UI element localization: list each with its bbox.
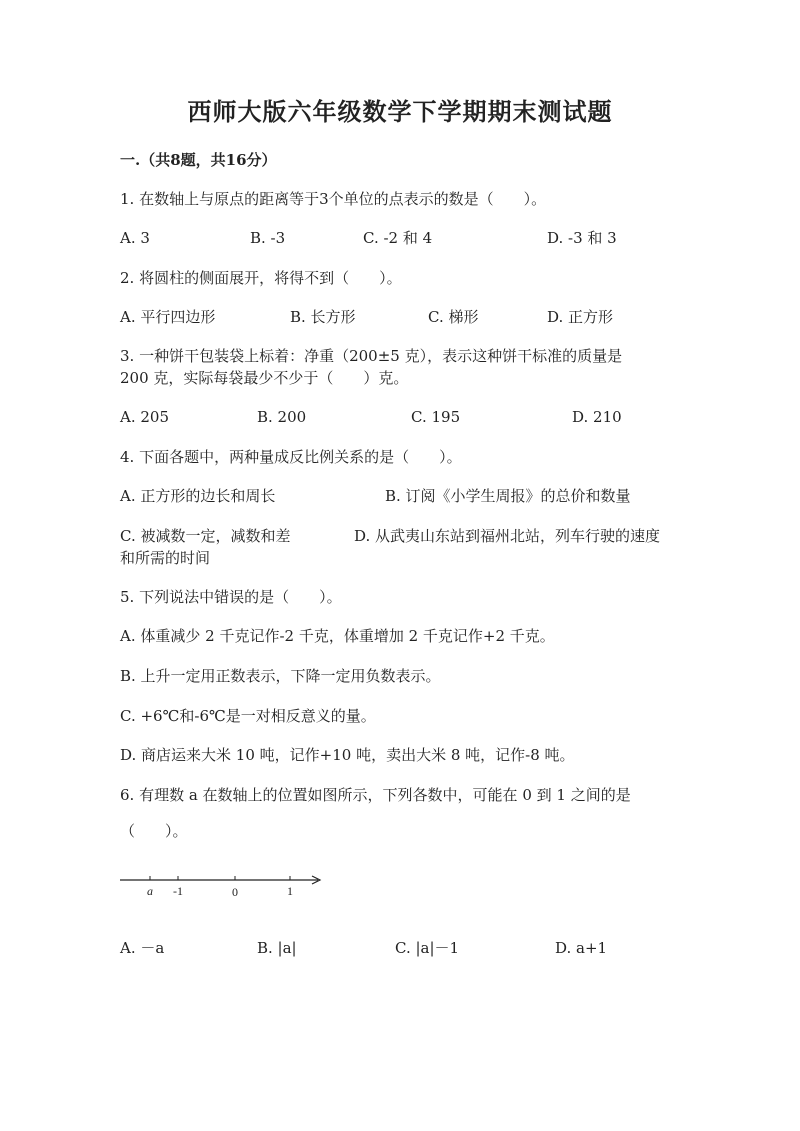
question-6-option-d: D. a+1	[555, 939, 608, 957]
question-4-option-b: B. 订阅《小学生周报》的总价和数量	[385, 487, 631, 505]
question-2-option-c: C. 梯形	[428, 308, 479, 326]
question-4-option-d: D. 从武夷山东站到福州北站，列车行驶的速度	[354, 527, 661, 545]
question-5-option-a: A. 体重减少 2 千克记作-2 千克，体重增加 2 千克记作+2 千克。	[120, 627, 555, 645]
question-6-text-line1: 6. 有理数 a 在数轴上的位置如图所示，下列各数中，可能在 0 到 1 之间的是	[120, 786, 631, 804]
question-4-option-a: A. 正方形的边长和周长	[120, 487, 276, 505]
question-3-option-c: C. 195	[411, 408, 461, 426]
question-2-text: 2. 将圆柱的侧面展开，将得不到（ ）。	[120, 269, 402, 287]
question-3-option-a: A. 205	[120, 408, 169, 426]
label-0: 0	[232, 885, 238, 899]
question-3-option-d: D. 210	[572, 408, 622, 426]
question-1-option-d: D. -3 和 3	[547, 229, 617, 247]
page-title: 西师大版六年级数学下学期期末测试题	[187, 97, 613, 126]
question-3-text-line1: 3. 一种饼干包装袋上标着：净重（200±5 克），表示这种饼干标准的质量是	[120, 347, 623, 365]
question-5-option-c: C. +6℃和-6℃是一对相反意义的量。	[120, 707, 376, 725]
question-3-text-line2: 200 克，实际每袋最少不少于（ ）克。	[120, 369, 409, 387]
question-2-option-d: D. 正方形	[547, 308, 614, 326]
question-3-option-b: B. 200	[257, 408, 307, 426]
question-4-option-c: C. 被减数一定，减数和差	[120, 527, 291, 545]
question-6-option-b: B. |a|	[257, 939, 297, 957]
question-1-option-a: A. 3	[120, 229, 150, 247]
question-5-text: 5. 下列说法中错误的是（ ）。	[120, 588, 342, 606]
question-2-option-a: A. 平行四边形	[120, 308, 216, 326]
question-6-option-a: A. －a	[120, 939, 165, 957]
question-5-option-d: D. 商店运来大米 10 吨，记作+10 吨，卖出大米 8 吨，记作-8 吨。	[120, 746, 575, 764]
question-4-option-d-cont: 和所需的时间	[120, 549, 211, 567]
number-line-figure	[118, 868, 328, 900]
question-5-option-b: B. 上升一定用正数表示，下降一定用负数表示。	[120, 667, 441, 685]
label-1: 1	[287, 884, 293, 898]
question-1-option-b: B. -3	[250, 229, 286, 247]
question-6-option-c: C. |a|－1	[395, 939, 460, 957]
question-6-text-line2: （ ）。	[120, 822, 188, 840]
label-a: a	[147, 884, 153, 898]
section-header: 一.（共8题，共16分）	[120, 151, 277, 169]
question-2-option-b: B. 长方形	[290, 308, 356, 326]
question-1-text: 1. 在数轴上与原点的距离等于3个单位的点表示的数是（ ）。	[120, 190, 547, 208]
question-4-text: 4. 下面各题中，两种量成反比例关系的是（ ）。	[120, 448, 462, 466]
label-neg1: -1	[173, 884, 183, 898]
question-1-option-c: C. -2 和 4	[363, 229, 433, 247]
